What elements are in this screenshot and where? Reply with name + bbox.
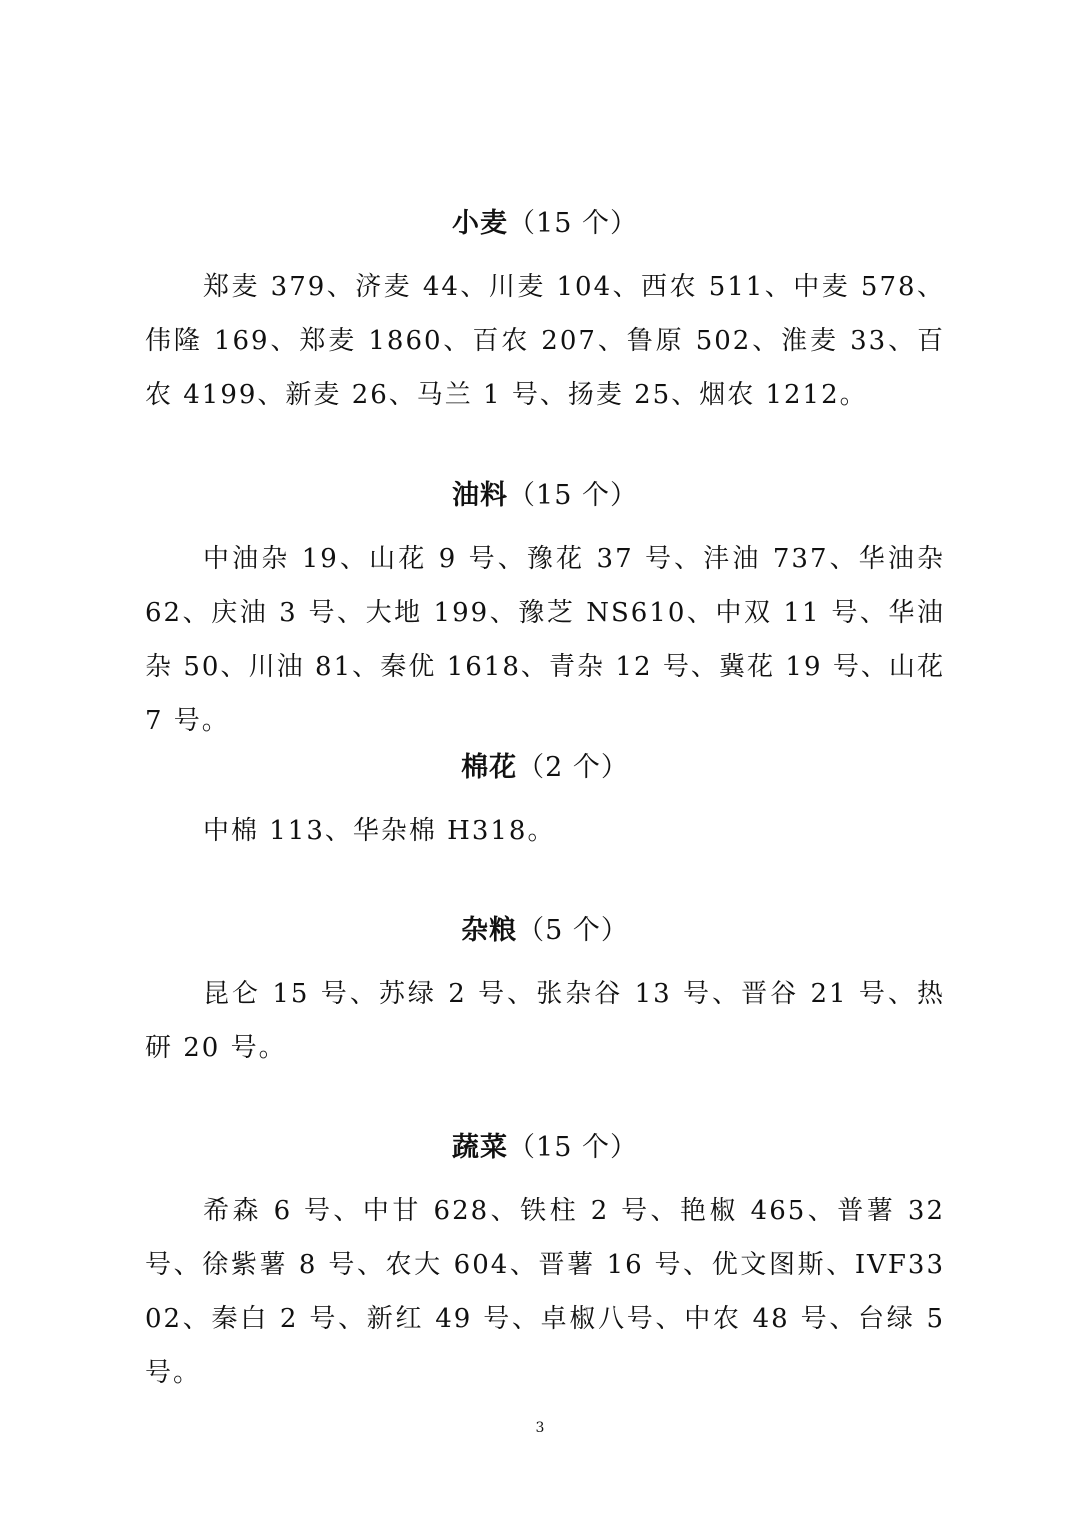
section-heading (145, 476, 945, 516)
section-body: 郑麦 379、济麦 44、川麦 104、西农 511、中麦 578、伟隆 169、郑麦 1860、百农 207、鲁原 502、淮麦 33、百农 4199、新麦 26、马兰 1 号、扬麦 25、烟农 1212。 (145, 272, 945, 410)
section-body: 希森 6 号、中甘 628、铁柱 2 号、艳椒 465、普薯 32 号、徐紫薯 8 号、农大 604、晋薯 16 号、优文图斯、IVF3302、秦白 2 号、新红 49 号、卓椒八号、中农 48 号、台绿 5 号。 (145, 1196, 945, 1388)
section-title: 杂粮 (461, 915, 518, 946)
section-grain (145, 911, 945, 1075)
section-wheat (145, 204, 945, 422)
section-heading (145, 204, 945, 244)
section-count: （2 个） (517, 752, 629, 783)
page-number: 3 (535, 1420, 545, 1436)
section-cotton (145, 748, 945, 858)
section-title: 棉花 (461, 752, 518, 783)
section-vegetables (145, 1128, 945, 1400)
section-oil (145, 476, 945, 748)
section-body: 昆仑 15 号、苏绿 2 号、张杂谷 13 号、晋谷 21 号、热研 20 号。 (145, 979, 945, 1063)
section-heading (145, 911, 945, 951)
section-title: 油料 (452, 480, 509, 511)
section-title: 小麦 (452, 208, 509, 239)
section-body: 中棉 113、华杂棉 H318。 (203, 816, 556, 846)
section-body: 中油杂 19、山花 9 号、豫花 37 号、沣油 737、华油杂 62、庆油 3 号、大地 199、豫芝 NS610、中双 11 号、华油杂 50、川油 81、秦优 1618、青杂 12 号、冀花 19 号、山花 7 号。 (145, 544, 945, 736)
section-count: （15 个） (508, 480, 638, 511)
section-count: （15 个） (508, 208, 638, 239)
section-count: （15 个） (508, 1132, 638, 1163)
section-title: 蔬菜 (452, 1132, 509, 1163)
section-count: （5 个） (517, 915, 629, 946)
section-heading (145, 1128, 945, 1168)
section-heading (145, 748, 945, 788)
